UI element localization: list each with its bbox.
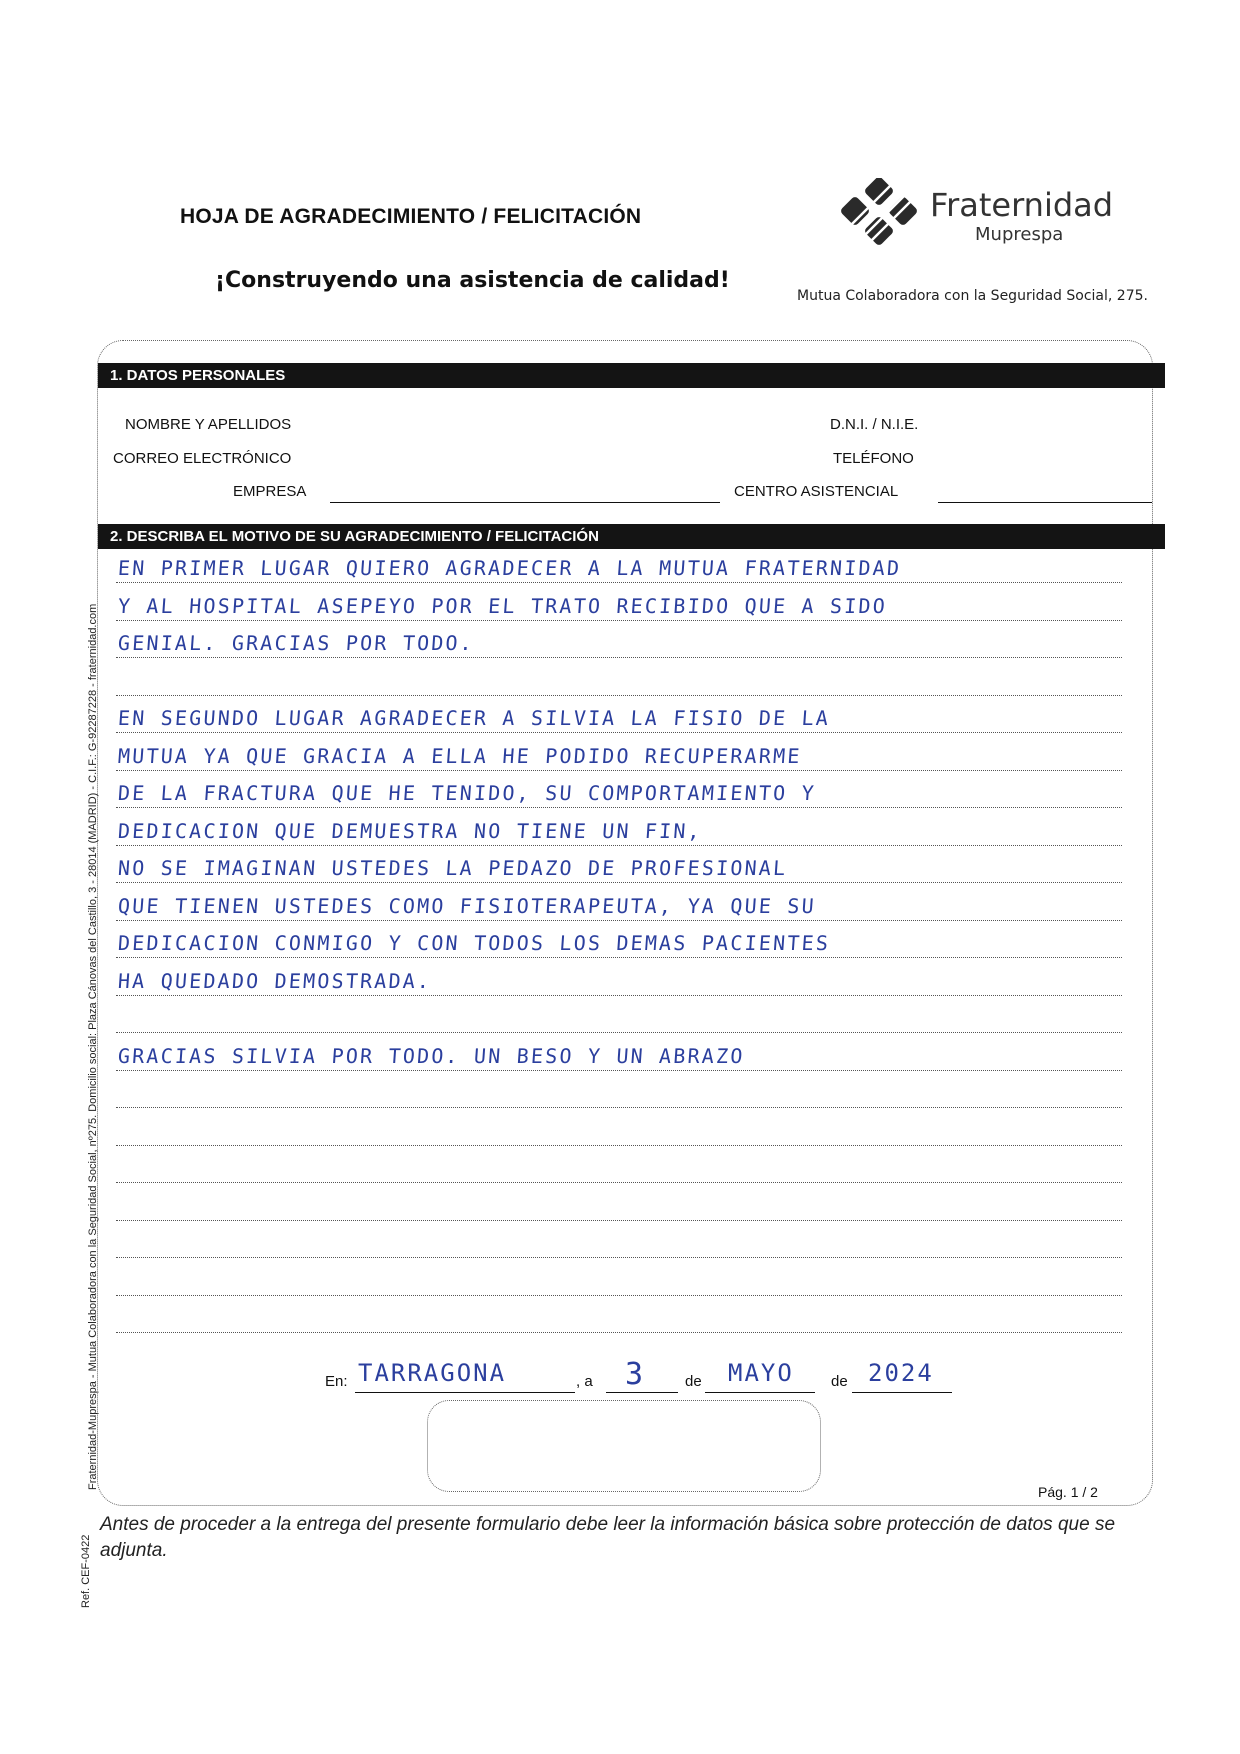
ruled-line [116, 807, 1122, 808]
ruled-line [116, 845, 1122, 846]
ruled-line [116, 1332, 1122, 1333]
handwritten-line: QUE TIENEN USTEDES COMO FISIOTERAPEUTA, YA QUE SU [117, 893, 817, 918]
place-value: TARRAGONA [358, 1359, 507, 1387]
phone-label: TELÉFONO [833, 450, 914, 467]
logo-name: Fraternidad [930, 186, 1114, 224]
year-field[interactable] [852, 1392, 952, 1393]
ruled-line [116, 995, 1122, 996]
ruled-line [116, 1032, 1122, 1033]
handwritten-line: GENIAL. GRACIAS POR TODO. [117, 631, 475, 655]
ruled-line [116, 957, 1122, 958]
ruled-line [116, 1295, 1122, 1296]
year-value: 2024 [868, 1359, 934, 1387]
ruled-line [116, 620, 1122, 621]
logo-emblem-icon [830, 178, 930, 258]
mutua-caption: Mutua Colaboradora con la Seguridad Social, 275. [797, 288, 1148, 304]
document-subtitle: ¡Construyendo una asistencia de calidad! [215, 268, 730, 293]
handwritten-line: Y AL HOSPITAL ASEPEYO POR EL TRATO RECIBIDO QUE A SIDO [117, 593, 888, 618]
document-title: HOJA DE AGRADECIMIENTO / FELICITACIÓN [180, 205, 642, 228]
company-label: EMPRESA [233, 483, 307, 500]
ruled-line [116, 695, 1122, 696]
section-personal-data-header: 1. DATOS PERSONALES [98, 363, 1165, 388]
handwritten-line: HA QUEDADO DEMOSTRADA. [117, 968, 433, 993]
legal-side-text: Fraternidad-Muprespa - Mutua Colaboradora con la Seguridad Social, nº275. Domicilio social: Plaza Cánovas del Castillo, 3 - 28014 (MADRID) - C.I.F.: G-92287228 - fraternidad.com [87, 603, 99, 1490]
place-field[interactable] [355, 1392, 575, 1393]
name-label: NOMBRE Y APELLIDOS [125, 416, 292, 433]
day-prefix-label: , a [576, 1373, 593, 1390]
month-field[interactable] [705, 1392, 815, 1393]
handwritten-line: DEDICACION QUE DEMUESTRA NO TIENE UN FIN, [117, 818, 703, 843]
section-reason-header: 2. DESCRIBA EL MOTIVO DE SU AGRADECIMIENTO / FELICITACIÓN [98, 524, 1165, 549]
dni-label: D.N.I. / N.I.E. [830, 416, 919, 433]
ruled-line [116, 732, 1122, 733]
company-field[interactable] [330, 502, 720, 503]
handwritten-line: NO SE IMAGINAN USTEDES LA PEDAZO DE PROFESIONAL [117, 856, 789, 880]
signature-box[interactable] [427, 1400, 821, 1492]
month-prefix-label: de [685, 1373, 702, 1390]
ruled-line [116, 920, 1122, 921]
handwritten-line: GRACIAS SILVIA POR TODO. UN BESO Y UN ABRAZO [117, 1043, 746, 1068]
ruled-line [116, 657, 1122, 658]
ruled-line [116, 882, 1122, 883]
reason-text-area[interactable] [110, 556, 1140, 1340]
place-label: En: [325, 1373, 348, 1390]
data-protection-note: Antes de proceder a la entrega del presente formulario debe leer la información básica sobre protección de datos que se adjunta. [100, 1514, 1116, 1561]
page-number: Pág. 1 / 2 [1038, 1484, 1098, 1500]
year-prefix-label: de [831, 1373, 848, 1390]
email-label: CORREO ELECTRÓNICO [113, 450, 292, 467]
month-value: MAYO [728, 1359, 794, 1387]
ruled-line [116, 1257, 1122, 1258]
ruled-line [116, 1070, 1122, 1071]
day-field[interactable] [606, 1392, 678, 1393]
day-value: 3 [625, 1357, 646, 1392]
handwritten-line: MUTUA YA QUE GRACIA A ELLA HE PODIDO RECUPERARME [117, 743, 803, 768]
handwritten-line: EN SEGUNDO LUGAR AGRADECER A SILVIA LA FISIO DE LA [117, 706, 831, 730]
handwritten-line: DE LA FRACTURA QUE HE TENIDO, SU COMPORTAMIENTO Y [117, 781, 817, 805]
handwritten-line: DEDICACION CONMIGO Y CON TODOS LOS DEMAS PACIENTES [117, 931, 831, 955]
center-label: CENTRO ASISTENCIAL [734, 483, 899, 500]
logo-subname: Muprespa [975, 224, 1064, 245]
ruled-line [116, 582, 1122, 583]
ruled-line [116, 1107, 1122, 1108]
ruled-line [116, 1220, 1122, 1221]
form-reference: Ref. CEF-0422 [80, 1534, 92, 1608]
ruled-line [116, 770, 1122, 771]
ruled-line [116, 1145, 1122, 1146]
handwritten-line: EN PRIMER LUGAR QUIERO AGRADECER A LA MUTUA FRATERNIDAD [117, 556, 903, 580]
center-field[interactable] [938, 502, 1152, 503]
ruled-line [116, 1182, 1122, 1183]
